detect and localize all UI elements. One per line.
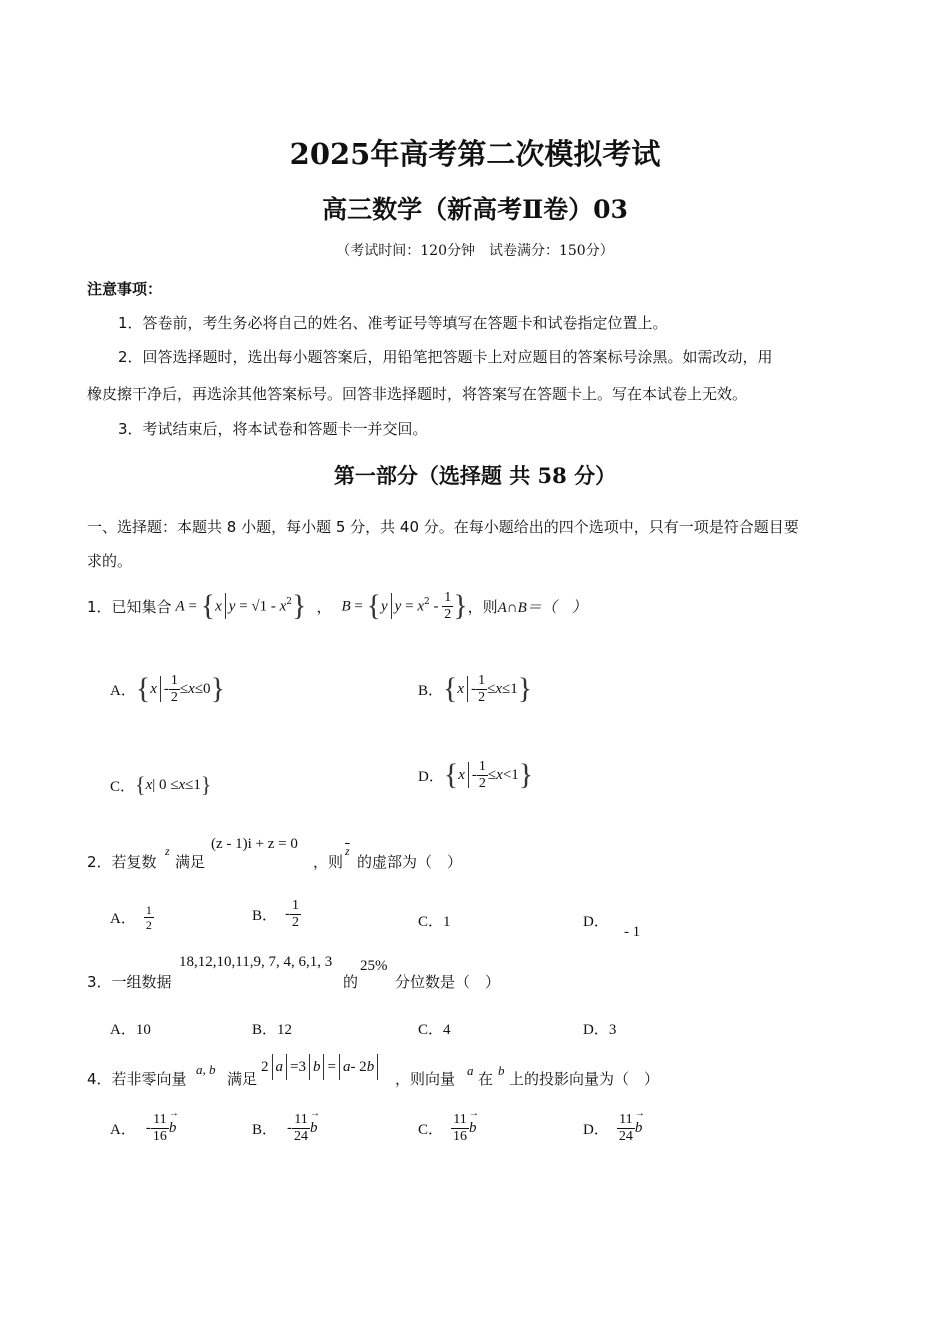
q4-var-b: b	[498, 1063, 505, 1078]
exam-title: 2025年高考第二次模拟考试	[289, 137, 661, 171]
q1-option-a: A． { x - $\frac{1}{2}$ ≤ x ≤0 }	[110, 672, 225, 705]
q4-var-a: a	[467, 1063, 474, 1078]
q3-option-c: C．4	[418, 1022, 451, 1038]
exam-info: （考试时间：120分钟 试卷满分：150分）	[336, 243, 614, 259]
q1-option-b: B． { x - $\frac{1}{2}$ ≤ x ≤1 }	[418, 672, 533, 705]
q4-tail: ，则向量	[395, 1070, 456, 1088]
q1-option-c: C． { x | 0 ≤ x ≤1 }	[110, 772, 212, 797]
q3-tail: 分位数是（ ）	[395, 973, 501, 991]
q2-tail: ，则	[313, 853, 344, 871]
q1-option-d: D． { x - $\frac{1}{2}$ ≤ x <1 }	[418, 758, 534, 791]
q2-var: z	[165, 844, 170, 858]
q4-option-d-label: D．	[583, 1122, 609, 1138]
exam-subtitle: 高三数学（新高考Ⅱ卷）03	[322, 195, 628, 224]
q4-option-c: C． $\frac{11}{16}$ → b	[418, 1112, 477, 1145]
q3-option-a: A．10	[110, 1022, 151, 1038]
q2-option-a: A． $\frac{1}{2}$	[110, 903, 152, 932]
q1-tail: ，则	[467, 597, 498, 616]
q3-data: 18,12,10,11,9, 7, 4, 6,1, 3	[179, 954, 333, 970]
q3-mid: 的	[343, 973, 359, 991]
q3-percent: 25%	[360, 958, 388, 974]
q2-lead: 2．若复数	[87, 853, 157, 871]
q1-ask: A∩B＝（ ）	[497, 599, 587, 616]
q4-option-b: B． - $\frac{11}{24}$ → b	[252, 1112, 318, 1145]
q2-option-d-value: - 1	[623, 924, 641, 940]
q3-option-b: B．12	[252, 1022, 293, 1038]
q2-mid: 满足	[175, 853, 206, 871]
q4-tail2: 在	[478, 1070, 494, 1088]
q4-tail3: 上的投影向量为（ ）	[509, 1070, 660, 1088]
q4-option-a: A． - $\frac{11}{16}$ → b	[110, 1112, 176, 1145]
q2-conjugate: $\overline{z}$	[345, 844, 350, 858]
q1-lead: 1．已知集合	[87, 597, 172, 616]
q1-option-a-label: A．	[110, 682, 136, 699]
q2-option-b: B． - $\frac{1}{2}$	[252, 898, 300, 930]
q2-option-c: C．1	[418, 914, 451, 930]
q1-option-b-label: B．	[418, 682, 444, 699]
section-intro-b: 求的。	[87, 552, 133, 570]
q4-option-d: D． $\frac{11}{24}$ → b	[583, 1112, 642, 1145]
section-intro-a: 一、选择题：本题共 8 小题，每小题 5 分，共 40 分。在每小题给出的四个选项中，只有一项是符合题目要	[87, 518, 799, 536]
q4-mid: 满足	[227, 1070, 258, 1088]
notice-heading: 注意事项：	[87, 280, 163, 298]
q4-condition: 2 a =3 b = a - 2 b	[261, 1054, 381, 1080]
notice-item-2b: 橡皮擦干净后，再选涂其他答案标号。回答非选择题时，将答案写在答题卡上。写在本试卷上无效。	[87, 385, 748, 403]
q4-option-b-label: B．	[252, 1122, 278, 1138]
q2-option-a-label: A．	[110, 911, 136, 927]
notice-item-3: 3．考试结束后，将本试卷和答题卡一并交回。	[118, 420, 428, 438]
q1-set-b: B = {y $y = x^2$ - $\frac{1}{2}$ }	[341, 589, 468, 622]
q4-option-c-label: C．	[418, 1122, 444, 1138]
notice-item-2a: 2．回答选择题时，选出每小题答案后，用铅笔把答题卡上对应题目的答案标号涂黑。如需改动，用	[118, 348, 773, 366]
section-title: 第一部分（选择题 共 58 分）	[333, 463, 617, 488]
q4-option-a-label: A．	[110, 1122, 136, 1138]
q1-option-c-label: C．	[110, 778, 136, 795]
q2-equation: (z - 1)i + z = 0	[211, 836, 298, 852]
q4-vars: a, b	[196, 1062, 216, 1077]
q2-tail2: 的虚部为（ ）	[357, 853, 463, 871]
q2-option-d-label: D．	[583, 914, 609, 930]
q1-set-a: A = {x $y = √1 - x^2$}	[175, 589, 307, 622]
q3-lead: 3．一组数据	[87, 973, 172, 991]
q2-option-d	[583, 910, 641, 940]
q2-option-b-label: B．	[252, 908, 278, 924]
q1-option-d-label: D．	[418, 768, 444, 785]
question-1: 1．已知集合 A = {x $y = √1 - x^2$} ， B = {y $y = x^2$ - $\frac{1}{2}$ } ，则 A∩B＝（ ）	[87, 589, 587, 622]
q4-lead: 4．若非零向量	[87, 1070, 187, 1088]
q3-option-d: D．3	[583, 1022, 617, 1038]
notice-item-1: 1．答卷前，考生务必将自己的姓名、准考证号等填写在答题卡和试卷指定位置上。	[118, 314, 668, 332]
